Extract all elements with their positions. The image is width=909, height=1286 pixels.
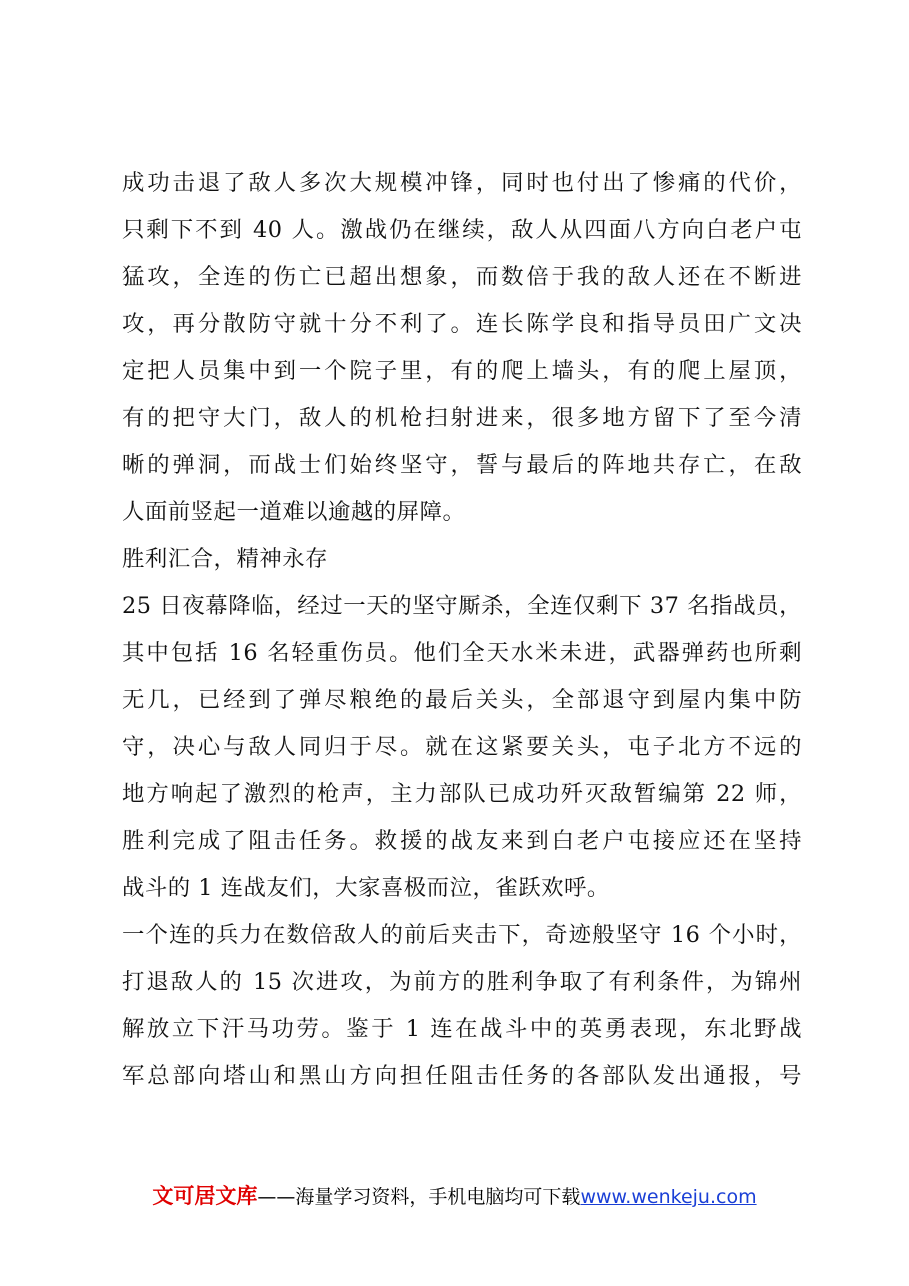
footer-banner xyxy=(0,1178,909,1215)
text-line: 其中包括 16 名轻重伤员。他们全天水米未进，武器弹药也所剩 xyxy=(122,640,802,666)
text-line: 军总部向塔山和黑山方向担任阻击任务的各部队发出通报，号 xyxy=(122,1063,802,1089)
body-text xyxy=(122,160,802,1100)
text-line: 解放立下汗马功劳。鉴于 1 连在战斗中的英勇表现，东北野战 xyxy=(122,1016,802,1042)
text-line: 只剩下不到 40 人。激战仍在继续，敌人从四面八方向白老户屯 xyxy=(122,217,802,243)
text-line: 25 日夜幕降临，经过一天的坚守厮杀，全连仅剩下 37 名指战员， xyxy=(122,593,802,619)
text-line: 一个连的兵力在数倍敌人的前后夹击下，奇迹般坚守 16 个小时， xyxy=(122,922,802,948)
text-line: 定把人员集中到一个院子里，有的爬上墙头，有的爬上屋顶， xyxy=(122,358,802,384)
text-line: 守，决心与敌人同归于尽。就在这紧要关头，屯子北方不远的 xyxy=(122,734,802,760)
text-line: 战斗的 1 连战友们，大家喜极而泣，雀跃欢呼。 xyxy=(122,875,610,901)
text-line: 打退敌人的 15 次进攻，为前方的胜利争取了有利条件，为锦州 xyxy=(122,969,802,995)
text-line: 晰的弹洞，而战士们始终坚守，誓与最后的阵地共存亡，在敌 xyxy=(122,452,802,478)
section-heading: 胜利汇合，精神永存 xyxy=(122,546,329,572)
footer-tagline: ——海量学习资料，手机电脑均可下载 xyxy=(257,1186,581,1208)
footer-link[interactable]: www.wenkeju.com xyxy=(580,1186,757,1208)
text-line: 攻，再分散防守就十分不利了。连长陈学良和指导员田广文决 xyxy=(122,311,802,337)
text-line: 成功击退了敌人多次大规模冲锋，同时也付出了惨痛的代价， xyxy=(122,170,802,196)
text-line: 无几，已经到了弹尽粮绝的最后关头，全部退守到屋内集中防 xyxy=(122,687,802,713)
footer-brand: 文可居文库 xyxy=(152,1184,258,1208)
text-line: 胜利完成了阻击任务。救援的战友来到白老户屯接应还在坚持 xyxy=(122,828,802,854)
text-line: 猛攻，全连的伤亡已超出想象，而数倍于我的敌人还在不断进 xyxy=(122,264,802,290)
text-line: 有的把守大门，敌人的机枪扫射进来，很多地方留下了至今清 xyxy=(122,405,802,431)
text-line: 地方响起了激烈的枪声，主力部队已成功歼灭敌暂编第 22 师， xyxy=(122,781,802,807)
text-line: 人面前竖起一道难以逾越的屏障。 xyxy=(122,499,466,525)
